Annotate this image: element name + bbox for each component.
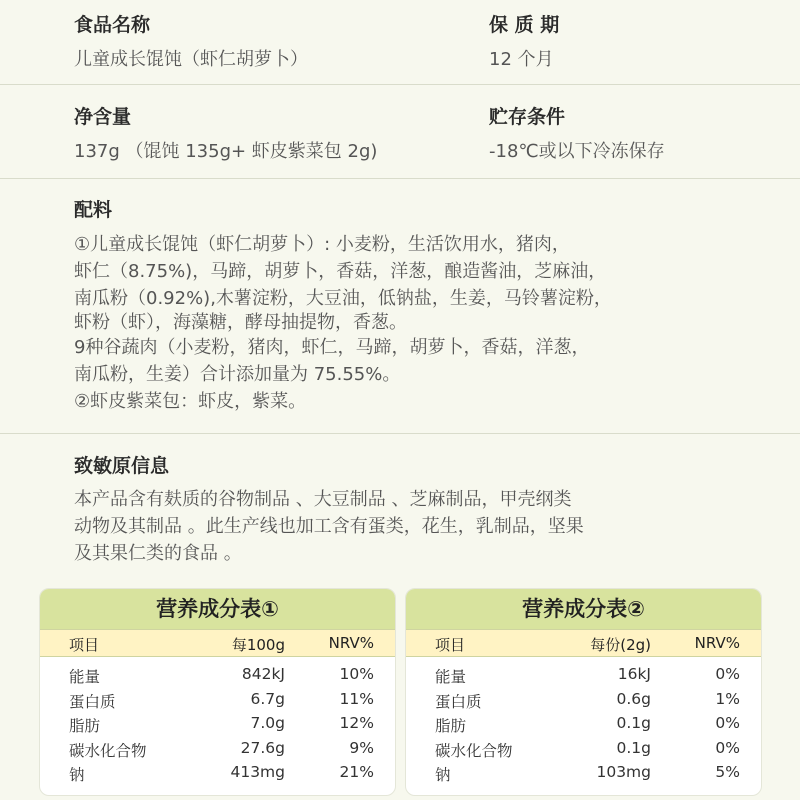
nutrient-nrv: 5% xyxy=(715,763,740,781)
ingredients-text xyxy=(74,231,774,415)
table-row xyxy=(406,711,761,736)
divider xyxy=(0,433,800,434)
nutrient-amount: 842kJ xyxy=(241,665,285,683)
allergen-line: 及其果仁类的食品 。 xyxy=(74,543,242,564)
table-row xyxy=(40,711,395,736)
nutrient-nrv: 12% xyxy=(339,714,374,732)
nutrient-name: 能量 xyxy=(435,668,467,686)
table-header-row xyxy=(40,629,395,657)
allergen-label: 致敏原信息 xyxy=(74,455,170,477)
nutrient-name: 脂肪 xyxy=(435,717,467,735)
table-header-row xyxy=(406,629,761,657)
nutrient-nrv: 0% xyxy=(715,714,740,732)
header-nrv: NRV% xyxy=(694,634,740,652)
nutrient-nrv: 0% xyxy=(715,665,740,683)
nutrient-nrv: 11% xyxy=(339,689,374,708)
nutrient-nrv: 9% xyxy=(349,738,374,757)
ingredients-line: 南瓜粉（0.92%),木薯淀粉，大豆油，低钠盐，生姜，马铃薯淀粉， xyxy=(74,288,612,309)
table-row xyxy=(40,662,395,687)
nutrient-amount: 16kJ xyxy=(617,665,651,683)
divider xyxy=(0,178,800,179)
ingredients-label: 配料 xyxy=(74,199,113,221)
storage-label: 贮存条件 xyxy=(489,106,566,128)
nutrient-nrv: 1% xyxy=(715,689,740,708)
product-name-value: 儿童成长馄饨（虾仁胡萝卜） xyxy=(74,49,308,70)
nutrient-name: 碳水化合物 xyxy=(435,741,513,760)
nutrient-name: 钠 xyxy=(69,766,85,784)
nutrient-name: 蛋白质 xyxy=(69,692,116,711)
table-row xyxy=(406,662,761,687)
header-per-amount: 每100g xyxy=(231,636,285,654)
header-nrv: NRV% xyxy=(328,634,374,652)
nutrient-amount: 6.7g xyxy=(250,689,285,708)
table-row xyxy=(406,760,761,785)
ingredients-line: 9种谷蔬肉（小麦粉，猪肉，虾仁，马蹄，胡萝卜，香菇，洋葱， xyxy=(74,337,590,358)
allergen-line: 本产品含有麸质的谷物制品 、大豆制品 、芝麻制品，甲壳纲类 xyxy=(74,489,572,510)
header-per-amount: 每份(2g) xyxy=(590,636,651,654)
nutrient-nrv: 10% xyxy=(339,665,374,683)
nutrient-nrv: 21% xyxy=(339,763,374,781)
table-row xyxy=(40,736,395,761)
table-row xyxy=(406,736,761,761)
nutrient-amount: 27.6g xyxy=(240,738,285,757)
nutrition-table-2 xyxy=(405,588,762,796)
nutrient-name: 脂肪 xyxy=(69,717,101,735)
header-item: 项目 xyxy=(69,636,100,654)
net-content-value: 137g （馄饨 135g+ 虾皮紫菜包 2g) xyxy=(74,141,378,162)
header-item: 项目 xyxy=(435,636,466,654)
storage-value: -18℃或以下冷冻保存 xyxy=(489,141,665,162)
table-title: 营养成分表① xyxy=(40,589,395,629)
divider xyxy=(0,84,800,85)
nutrient-name: 蛋白质 xyxy=(435,692,482,711)
net-content-label: 净含量 xyxy=(74,106,132,128)
nutrition-table-1 xyxy=(39,588,396,796)
nutrient-name: 钠 xyxy=(435,766,451,784)
ingredients-line: 虾粉（虾），海藻糖，酵母抽提物，香葱。 xyxy=(74,312,407,333)
shelf-life-label: 保 质 期 xyxy=(489,14,560,36)
table-row xyxy=(40,687,395,712)
nutrient-amount: 103mg xyxy=(596,763,651,781)
nutrient-name: 碳水化合物 xyxy=(69,741,147,760)
nutrient-amount: 0.1g xyxy=(616,738,651,757)
shelf-life-value: 12 个月 xyxy=(489,49,554,70)
nutrient-name: 能量 xyxy=(69,668,101,686)
ingredients-line: 虾仁（8.75%)，马蹄，胡萝卜，香菇，洋葱，酿造酱油，芝麻油， xyxy=(74,261,607,282)
table-row xyxy=(406,687,761,712)
ingredients-line: 南瓜粉，生姜）合计添加量为 75.55%。 xyxy=(74,364,401,385)
nutrient-amount: 0.1g xyxy=(616,714,651,732)
allergen-text xyxy=(74,486,774,567)
table-title: 营养成分表② xyxy=(406,589,761,629)
ingredients-line: ②虾皮紫菜包：虾皮，紫菜。 xyxy=(74,391,307,412)
nutrient-amount: 0.6g xyxy=(616,689,651,708)
nutrient-amount: 7.0g xyxy=(250,714,285,732)
ingredients-line: ①儿童成长馄饨（虾仁胡萝卜）: 小麦粉，生活饮用水，猪肉， xyxy=(74,234,570,255)
table-row xyxy=(40,760,395,785)
allergen-line: 动物及其制品 。此生产线也加工含有蛋类，花生，乳制品，坚果 xyxy=(74,516,584,537)
product-name-label: 食品名称 xyxy=(74,14,151,36)
nutrient-nrv: 0% xyxy=(715,738,740,757)
nutrient-amount: 413mg xyxy=(230,763,285,781)
